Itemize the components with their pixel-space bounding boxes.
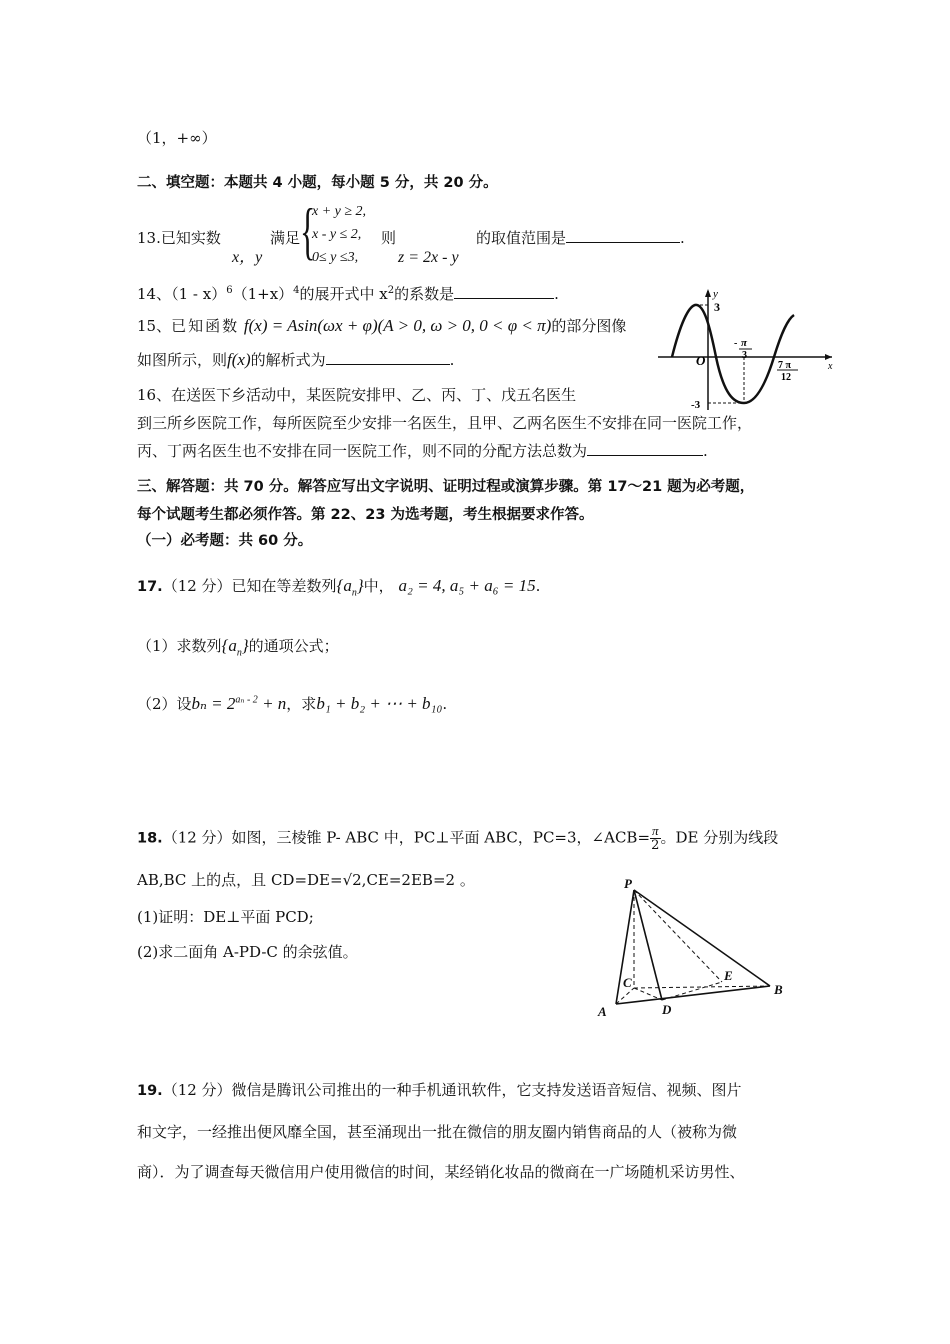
edge-AB [616, 986, 770, 1004]
q15-number: 15、 [137, 317, 172, 335]
q15-post: 的部分图像 [551, 317, 627, 335]
q15-formula: f(x) = Asin(ωx + φ)(A > 0, ω > 0, 0 < φ < π) [243, 316, 552, 335]
q15-line2-pre: 如图所示，则 [137, 351, 228, 369]
q16-line-2: 到三所乡医院工作，每所医院至少安排一名医生，且甲、乙两名医生不安排在同一医院工作， [137, 414, 753, 432]
q14-text-3: 的展开式中 x [299, 285, 388, 303]
q14-number: 14、 [137, 285, 172, 303]
q17-part-1-post: 的通项公式； [248, 637, 339, 655]
top-answer-line: （1，+∞） [137, 129, 217, 147]
q16-end: . [703, 442, 708, 460]
section-3-line-1: 三、解答题：共 70 分。解答应写出文字说明、证明过程或演算步骤。第 17～21 题为必考题， [137, 479, 755, 495]
edge-DE [662, 982, 722, 1000]
label-A: A [598, 1004, 607, 1019]
q13-end: . [680, 229, 685, 247]
label-P: P [624, 876, 632, 891]
q18-line-1-post: 。DE 分别为线段 [660, 828, 779, 847]
sine-curve [672, 305, 794, 403]
question-19 [137, 1080, 742, 1101]
graph-pi3-bottom: 3 [742, 350, 747, 361]
q17-sum: b₁ + b₂ + ⋯ + b₁₀ [316, 694, 443, 713]
q15-line2-post: 的解析式为 [250, 351, 326, 369]
q14-exp-1: 6 [226, 285, 233, 296]
q17-mid: 中， [363, 577, 394, 595]
q17-bn: $b_n = 2^{a_n - 2} + n$ [191, 694, 287, 713]
q18-line-2 [137, 870, 475, 890]
q15-pre: 已知函数 [171, 317, 240, 335]
graph-y-min: -3 [691, 399, 701, 411]
q17-pre: （12 分）已知在等差数列 [162, 577, 337, 595]
graph-y-max: 3 [714, 300, 720, 314]
q16-line-3 [137, 441, 708, 461]
q14-text: （1 - x） [171, 285, 227, 303]
q13-answer-blank [566, 228, 680, 243]
graph-x-label: x [828, 361, 833, 372]
label-E: E [724, 968, 733, 983]
label-B: B [774, 982, 783, 997]
graph-pi3-top: π [741, 337, 748, 349]
q17-part-2-end: . [442, 695, 448, 713]
q18-number: 18. [137, 830, 163, 847]
q13-pre: 已知实数 [160, 229, 221, 247]
q18-fraction: $\frac{\pi}{2}$ [651, 823, 660, 853]
question-15-line-2 [137, 350, 454, 370]
q17-part-2 [137, 694, 447, 714]
q17-part-2-pre: （2）设 [137, 695, 192, 713]
section-3-line-2: 每个试题考生都必须作答。第 22、23 为选考题，考生根据要求作答。 [137, 507, 594, 523]
q14-text-2: （1+x） [232, 285, 294, 303]
q16-line-3-text: 丙、丁两名医生也不安排在同一医院工作，则不同的分配方法总数为 [137, 442, 588, 460]
section-2-header: 二、填空题：本题共 4 小题，每小题 5 分，共 20 分。 [137, 175, 498, 191]
q13-z: z = 2x - y [398, 249, 459, 266]
q14-exp-3: 2 [387, 285, 395, 296]
q19-line-1: （12 分）微信是腾讯公司推出的一种手机通讯软件，它支持发送语音短信、视频、图片 [162, 1081, 742, 1099]
q13-then: 则 [381, 229, 397, 247]
edge-CD [634, 988, 662, 1000]
edge-PE [634, 890, 722, 982]
q16-line-1: 16、在送医下乡活动中，某医院安排甲、乙、丙、丁、戊五名医生 [137, 386, 577, 404]
q15-fx: f(x) [227, 350, 251, 369]
q13-brace: { [300, 195, 316, 266]
sine-graph [650, 285, 840, 415]
q16-answer-blank [587, 441, 703, 456]
q18-line-1-pre: （12 分）如图，三棱锥 P- ABC 中，PC⊥平面 ABC，PC=3，∠ACB= [162, 828, 651, 847]
q17-part-1-seq: $\{a_n\}$ [221, 636, 249, 659]
question-17 [137, 576, 540, 597]
q18-part-1: (1)证明：DE⊥平面 PCD; [137, 908, 314, 926]
q15-end: . [449, 351, 455, 369]
q17-condition: a₂ = 4, a₅ + a₆ = 15 [398, 576, 536, 595]
q17-seq: $\{a_n\}$ [336, 576, 364, 599]
q14-text-4: 的系数是 [394, 285, 455, 303]
question-14 [137, 284, 559, 304]
x-axis-arrow [825, 354, 832, 360]
q14-exp-2: 4 [293, 285, 300, 296]
graph-y-label: y [713, 288, 718, 300]
q13-number: 13. [137, 229, 161, 247]
question-18 [137, 824, 778, 853]
graph-origin: O [696, 353, 706, 368]
q17-part-2-mid: ，求 [286, 695, 317, 713]
q14-end: . [554, 285, 559, 303]
q18-sqrt: √2 [342, 871, 362, 889]
q13-constraint-2: x - y ≤ 2, [312, 227, 362, 242]
q17-part-1 [137, 636, 339, 659]
label-C: C [623, 975, 632, 990]
y-axis-arrow [705, 289, 711, 297]
q17-part-1-pre: （1）求数列 [137, 637, 222, 655]
q14-answer-blank [454, 284, 554, 299]
q13-constraint-1: x + y ≥ 2, [312, 204, 367, 219]
graph-7pi-top: 7 π [778, 360, 791, 371]
q13-constraint-3: 0≤ y ≤3, [312, 250, 359, 265]
q17-number: 17. [137, 579, 163, 595]
pyramid-diagram [590, 872, 800, 1024]
q15-answer-blank [326, 350, 450, 365]
label-D: D [662, 1002, 672, 1017]
q13-vars: x，y [232, 249, 263, 266]
q13-post: 的取值范围是 [476, 229, 567, 247]
q19-line-3: 商）．为了调查每天微信用户使用微信的时间，某经销化妆品的微商在一广场随机采访男性、 [137, 1163, 745, 1181]
q19-line-2: 和文字，一经推出便风靡全国，甚至涌现出一批在微信的朋友圈内销售商品的人（被称为微 [137, 1123, 738, 1141]
section-3-line-3: （一）必考题：共 60 分。 [137, 533, 313, 549]
graph-7pi-bottom: 12 [781, 372, 791, 383]
q13-mid: 满足 [270, 229, 301, 247]
q18-part-2: (2)求二面角 A-PD-C 的余弦值。 [137, 943, 358, 961]
question-15 [137, 316, 626, 336]
q17-end: . [535, 577, 541, 595]
q19-number: 19. [137, 1083, 163, 1099]
graph-neg-sign: - [734, 338, 738, 349]
q18-line-2-pre: AB,BC 上的点，且 CD=DE= [137, 871, 343, 889]
q18-line-2-post: ,CE=2EB=2 。 [361, 871, 475, 889]
